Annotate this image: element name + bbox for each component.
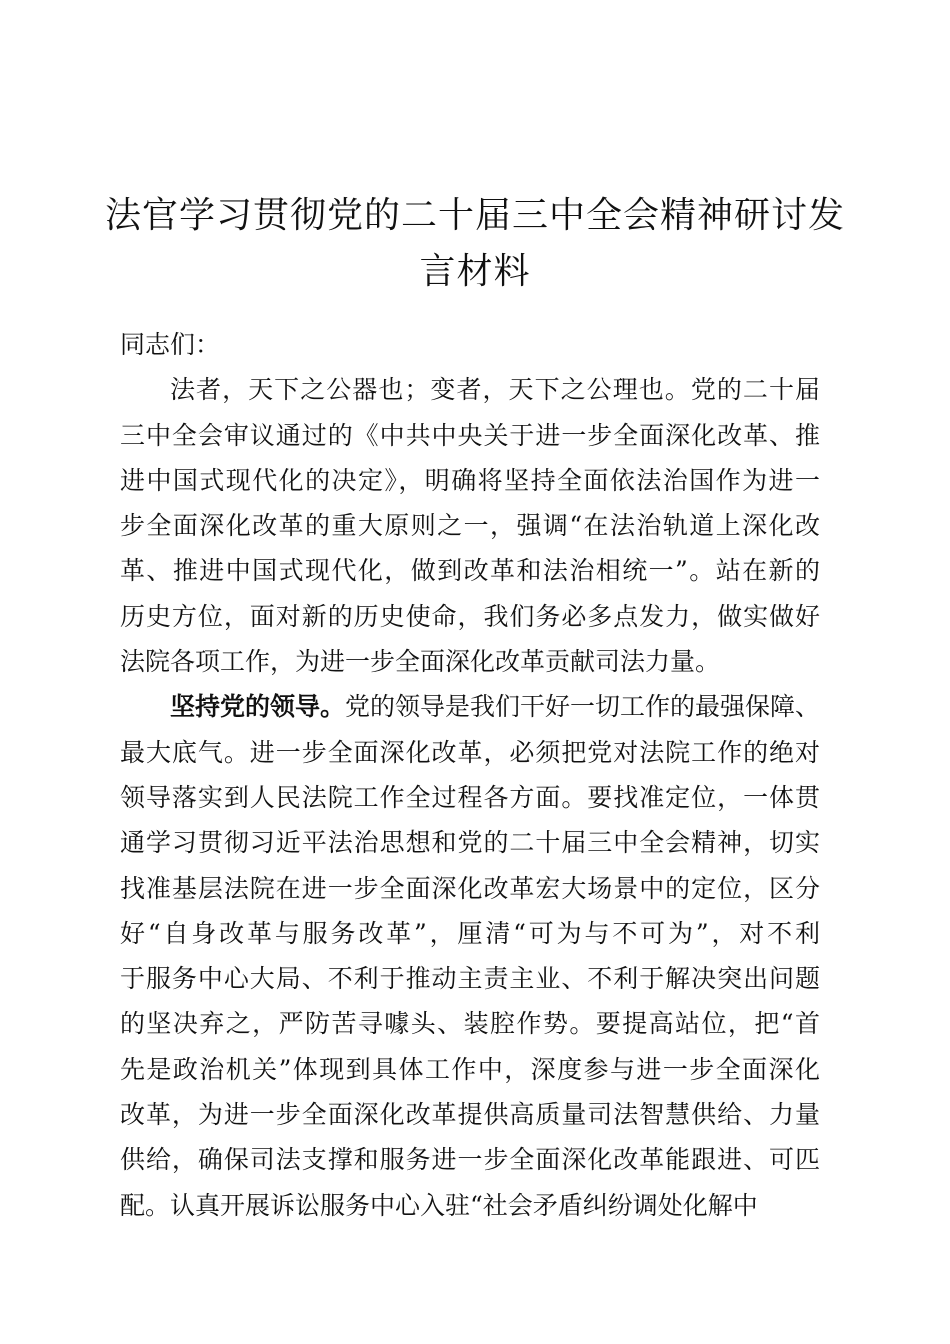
- salutation: 同志们：: [120, 330, 221, 359]
- paragraph-line: 于服务中心大局、不利于推动主责主业、不利于解决突出问题: [120, 964, 820, 994]
- title-line-2: 言材料: [419, 251, 531, 292]
- paragraph-line: 步全面深化改革的重大原则之一，强调“在法治轨道上深化改: [120, 511, 820, 541]
- paragraph-line: 领导落实到人民法院工作全过程各方面。要找准定位，一体贯: [120, 782, 820, 812]
- paragraph-line: 历史方位，面对新的历史使命，我们务必多点发力，做实做好: [120, 601, 820, 631]
- paragraph-line: 找准基层法院在进一步全面深化改革宏大场景中的定位，区分: [120, 873, 820, 903]
- document-body: [120, 322, 820, 1228]
- paragraph-line: 先是政治机关”体现到具体工作中，深度参与进一步全面深化: [120, 1054, 820, 1084]
- paragraph-line: 配。认真开展诉讼服务中心入驻“社会矛盾纠纷调处化解中: [120, 1190, 758, 1220]
- paragraph-line: [120, 684, 820, 729]
- paragraph-line: 改革，为进一步全面深化改革提供高质量司法智慧供给、力量: [120, 1100, 820, 1130]
- paragraph-line: 通学习贯彻习近平法治思想和党的二十届三中全会精神，切实: [120, 828, 820, 858]
- paragraph-text: 党的领导是我们干好一切工作的最强保障、: [345, 692, 821, 722]
- paragraph-line: 革、推进中国式现代化，做到改革和法治相统一”。站在新的: [120, 556, 820, 586]
- paragraph-intro: [120, 367, 820, 684]
- document-title: [100, 188, 850, 300]
- paragraph-party-leadership: [120, 684, 820, 1228]
- paragraph-line: 的坚决弃之，严防苦寻噱头、装腔作势。要提高站位，把“首: [120, 1009, 820, 1039]
- paragraph-line: 法院各项工作，为进一步全面深化改革贡献司法力量。: [120, 647, 721, 677]
- section-heading: 坚持党的领导。: [170, 692, 346, 722]
- title-line-1: 法官学习贯彻党的二十届三中全会精神研讨发: [104, 195, 845, 236]
- paragraph-line: 法者，天下之公器也；变者，天下之公理也。党的二十届: [170, 375, 820, 405]
- paragraph-line: 好“自身改革与服务改革”，厘清“可为与不可为”，对不利: [120, 918, 820, 948]
- paragraph-line: 供给，确保司法支撑和服务进一步全面深化改革能跟进、可匹: [120, 1145, 820, 1175]
- paragraph-line: 最大底气。进一步全面深化改革，必须把党对法院工作的绝对: [120, 737, 820, 767]
- paragraph-line: 进中国式现代化的决定》，明确将坚持全面依法治国作为进一: [120, 465, 820, 495]
- paragraph-line: 三中全会审议通过的《中共中央关于进一步全面深化改革、推: [120, 420, 820, 450]
